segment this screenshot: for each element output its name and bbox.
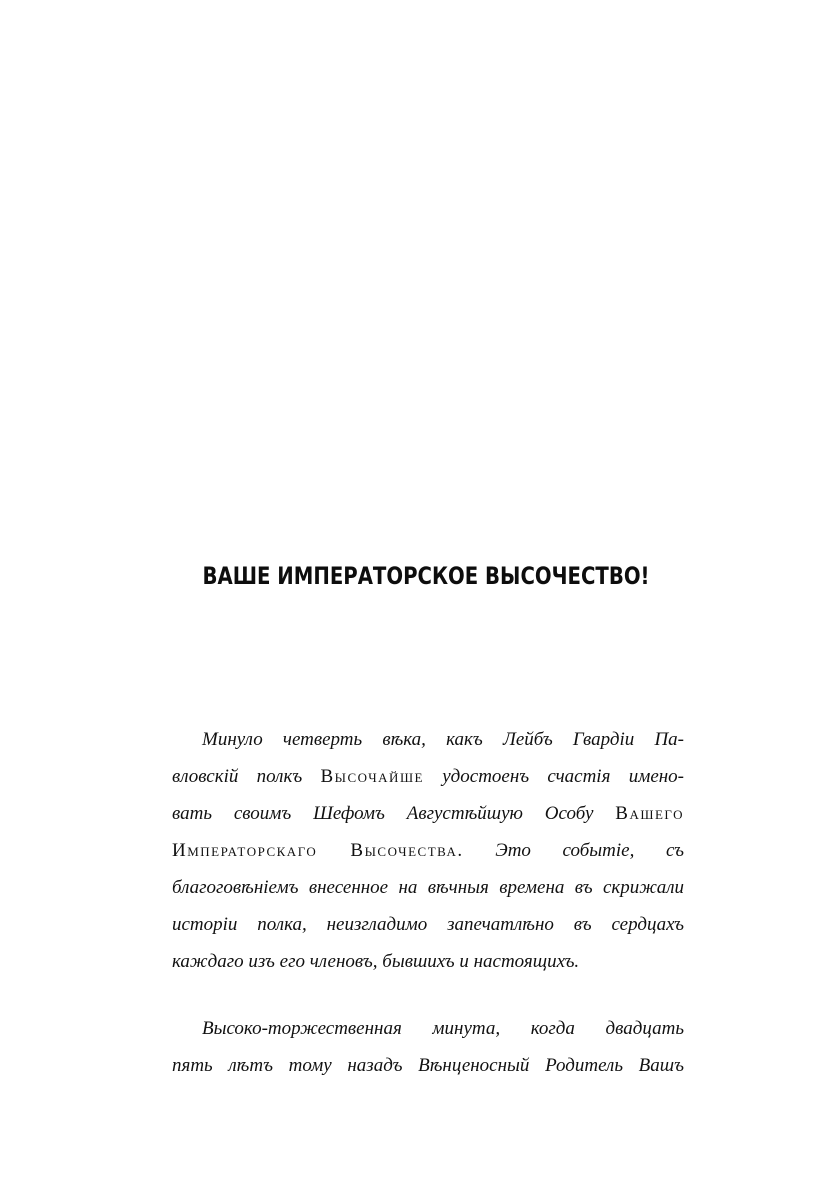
text-run: удостоенъ счастія имено- [424, 766, 685, 787]
paragraph-1 [172, 721, 684, 980]
paragraph-1-line-1: Минуло четверть вѣка, какъ Лейбъ Гвардіи Па- [202, 729, 684, 750]
paragraph-1-line-7: каждаго изъ его членовъ, бывшихъ и настоящихъ. [172, 951, 580, 972]
paragraph-1-line-2 [172, 758, 684, 795]
paragraph-1-line-4 [172, 832, 684, 869]
paragraph-1-line-5: благоговѣніемъ внесенное на вѣчныя времена въ скрижали [172, 877, 684, 898]
paragraph-2 [172, 1010, 684, 1084]
text-run: Это событіе, съ [463, 840, 685, 861]
paragraph-1-line-3 [172, 795, 684, 832]
paragraph-1-line-6: исторіи полка, неизгладимо запечатлѣно въ сердцахъ [172, 914, 684, 935]
small-caps-run: Императорскаго Высочества. [172, 840, 464, 861]
small-caps-run: Вашего [615, 803, 684, 824]
small-caps-run: Высочайше [320, 766, 424, 787]
text-run: вать своимъ Шефомъ Августѣйшую Особу [172, 803, 616, 824]
dedication-heading: ВАШЕ ИМПЕРАТОРСКОЕ ВЫСОЧЕСТВО! [202, 562, 650, 590]
text-run: вловскій полкъ [172, 766, 321, 787]
paragraph-2-line-1: Высоко-торжественная минута, когда двадцать [202, 1018, 684, 1039]
paragraph-2-line-2: пять лѣтъ тому назадъ Вѣнценосный Родитель Вашъ [172, 1055, 684, 1076]
